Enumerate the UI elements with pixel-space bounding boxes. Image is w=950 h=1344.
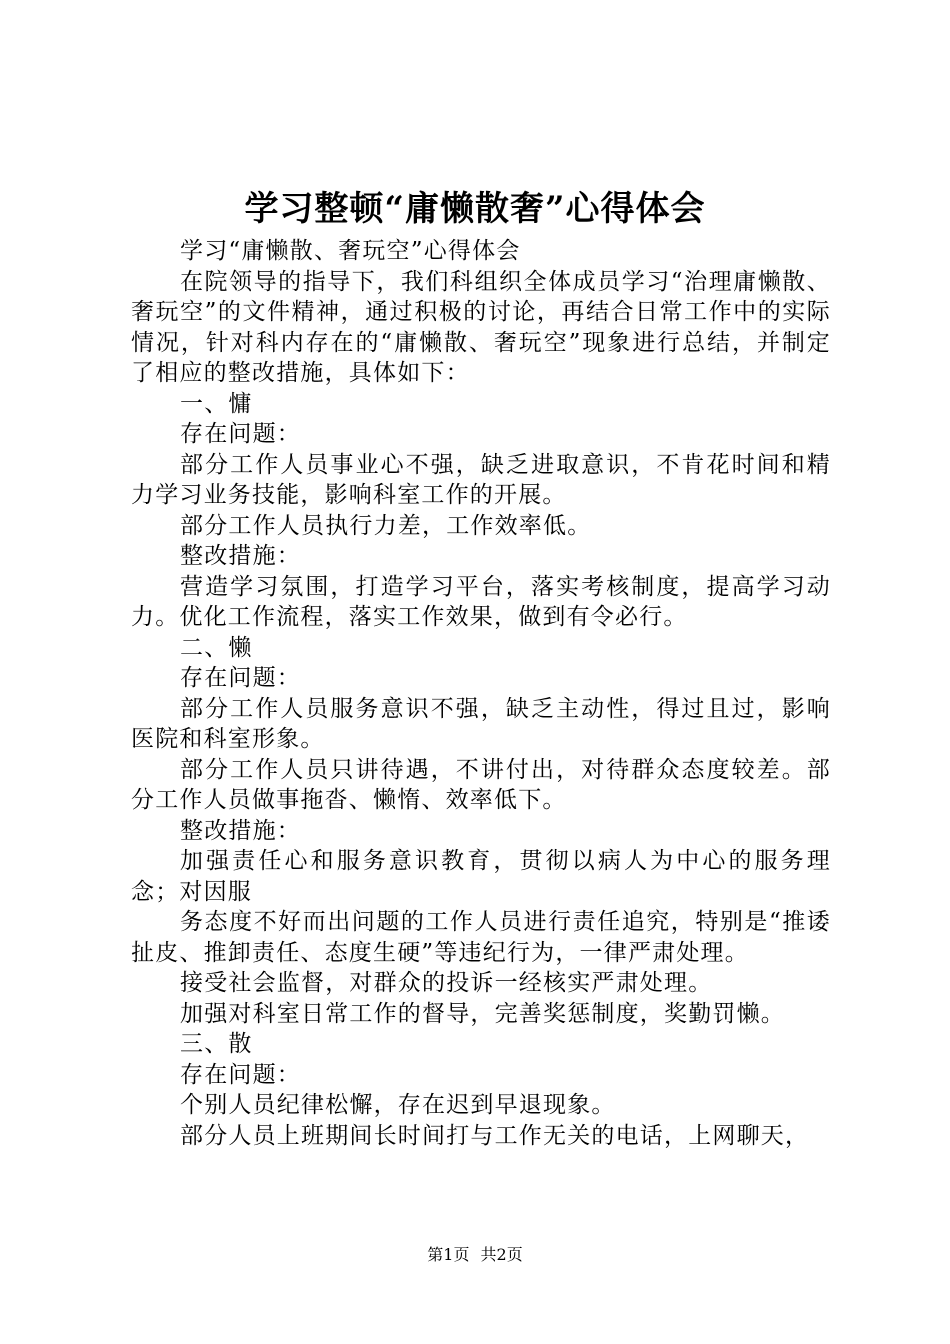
page-total: 共2页	[480, 1245, 523, 1264]
subheading: 存在问题：	[180, 421, 301, 447]
subheading: 存在问题：	[180, 665, 301, 691]
paragraph: 在院领导的指导下，我们科组织全体成员学习“治理庸懒散、奢玩空”的文件精神，通过积极的讨论，再结合日常工作中的实际情况，针对科内存在的“庸懒散、奢玩空”现象进行总结，并制定了相应的整改措施，具体如下：	[131, 268, 831, 386]
paragraph: 接受社会监督，对群众的投诉一经核实严肃处理。	[180, 970, 713, 996]
paragraph: 部分工作人员服务意识不强，缺乏主动性，得过且过，影响医院和科室形象。	[131, 695, 831, 752]
section-heading: 二、懒	[180, 634, 253, 661]
document-title: 学习整顿“庸懒散奢”心得体会	[244, 189, 706, 229]
paragraph: 部分工作人员执行力差，工作效率低。	[180, 512, 592, 539]
paragraph: 部分工作人员只讲待遇，不讲付出，对待群众态度较差。部分工作人员做事拖沓、懒惰、效率低下。	[131, 756, 831, 813]
page-number: 第1页	[427, 1245, 470, 1264]
paragraph: 部分人员上班期间长时间打与工作无关的电话，上网聊天，	[180, 1122, 810, 1149]
subheading: 整改措施：	[180, 817, 301, 844]
paragraph: 部分工作人员事业心不强，缺乏进取意识，不肯花时间和精力学习业务技能，影响科室工作的开展。	[131, 451, 831, 508]
subheading: 整改措施：	[180, 543, 301, 569]
paragraph: 营造学习氛围，打造学习平台，落实考核制度，提高学习动力。优化工作流程，落实工作效果，做到有令必行。	[131, 573, 831, 630]
paragraph: 加强对科室日常工作的督导，完善奖惩制度，奖勤罚懒。	[180, 1000, 785, 1027]
subheading: 存在问题：	[180, 1061, 301, 1088]
section-heading: 三、散	[180, 1031, 253, 1057]
document-body	[131, 236, 831, 1151]
page-footer	[0, 1244, 950, 1266]
paragraph: 加强责任心和服务意识教育，贯彻以病人为中心的服务理念；对因服	[131, 848, 831, 905]
paragraph: 务态度不好而出问题的工作人员进行责任追究，特别是“推诿扯皮、推卸责任、态度生硬”等违纪行为，一律严肃处理。	[131, 909, 831, 966]
paragraph: 学习“庸懒散、奢玩空”心得体会	[180, 238, 521, 264]
paragraph: 个别人员纪律松懈，存在迟到早退现象。	[180, 1092, 616, 1118]
section-heading: 一、慵	[180, 390, 253, 417]
